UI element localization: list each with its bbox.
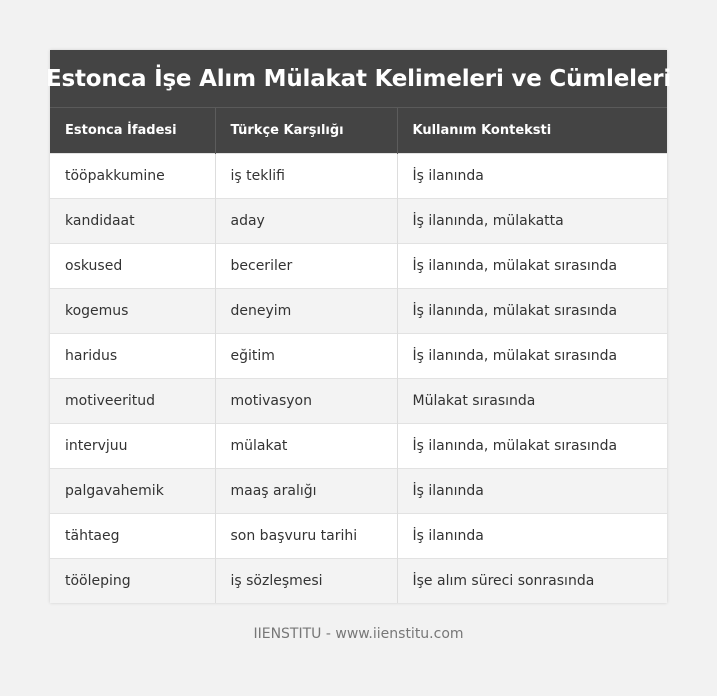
cell-turkish: beceriler (215, 244, 397, 289)
cell-estonian: intervjuu (50, 424, 215, 469)
table-row (50, 514, 667, 559)
table-row (50, 424, 667, 469)
cell-turkish: motivasyon (215, 379, 397, 424)
table-row (50, 199, 667, 244)
vocabulary-table (50, 108, 667, 603)
cell-estonian: kandidaat (50, 199, 215, 244)
cell-context: İş ilanında, mülakat sırasında (397, 334, 667, 379)
cell-context: İş ilanında, mülakat sırasında (397, 424, 667, 469)
cell-turkish: mülakat (215, 424, 397, 469)
cell-context: İş ilanında (397, 154, 667, 199)
column-header-context: Kullanım Konteksti (397, 108, 667, 154)
cell-turkish: eğitim (215, 334, 397, 379)
cell-estonian: kogemus (50, 289, 215, 334)
cell-context: İş ilanında (397, 469, 667, 514)
vocabulary-card (45, 50, 672, 603)
cell-context: İş ilanında, mülakat sırasında (397, 289, 667, 334)
cell-context: Mülakat sırasında (397, 379, 667, 424)
cell-turkish: iş sözleşmesi (215, 559, 397, 604)
table-row (50, 289, 667, 334)
cell-estonian: tähtaeg (50, 514, 215, 559)
page-title: Estonca İşe Alım Mülakat Kelimeleri ve Cümleleri (45, 65, 672, 92)
cell-estonian: tööpakkumine (50, 154, 215, 199)
cell-turkish: iş teklifi (215, 154, 397, 199)
cell-estonian: oskused (50, 244, 215, 289)
cell-context: İş ilanında, mülakatta (397, 199, 667, 244)
table-row (50, 559, 667, 604)
table-header-row (50, 108, 667, 154)
column-header-turkish: Türkçe Karşılığı (215, 108, 397, 154)
cell-turkish: son başvuru tarihi (215, 514, 397, 559)
table-row (50, 334, 667, 379)
cell-estonian: haridus (50, 334, 215, 379)
table-row (50, 379, 667, 424)
cell-context: İş ilanında (397, 514, 667, 559)
cell-context: İşe alım süreci sonrasında (397, 559, 667, 604)
cell-estonian: palgavahemik (50, 469, 215, 514)
cell-context: İş ilanında, mülakat sırasında (397, 244, 667, 289)
title-bar (45, 50, 672, 108)
column-header-estonian: Estonca İfadesi (50, 108, 215, 154)
table-row (50, 244, 667, 289)
cell-turkish: deneyim (215, 289, 397, 334)
footer-credit: IIENSTITU - www.iienstitu.com (253, 626, 464, 642)
cell-estonian: motiveeritud (50, 379, 215, 424)
cell-estonian: tööleping (50, 559, 215, 604)
cell-turkish: maaş aralığı (215, 469, 397, 514)
table-row (50, 154, 667, 199)
table-row (50, 469, 667, 514)
cell-turkish: aday (215, 199, 397, 244)
